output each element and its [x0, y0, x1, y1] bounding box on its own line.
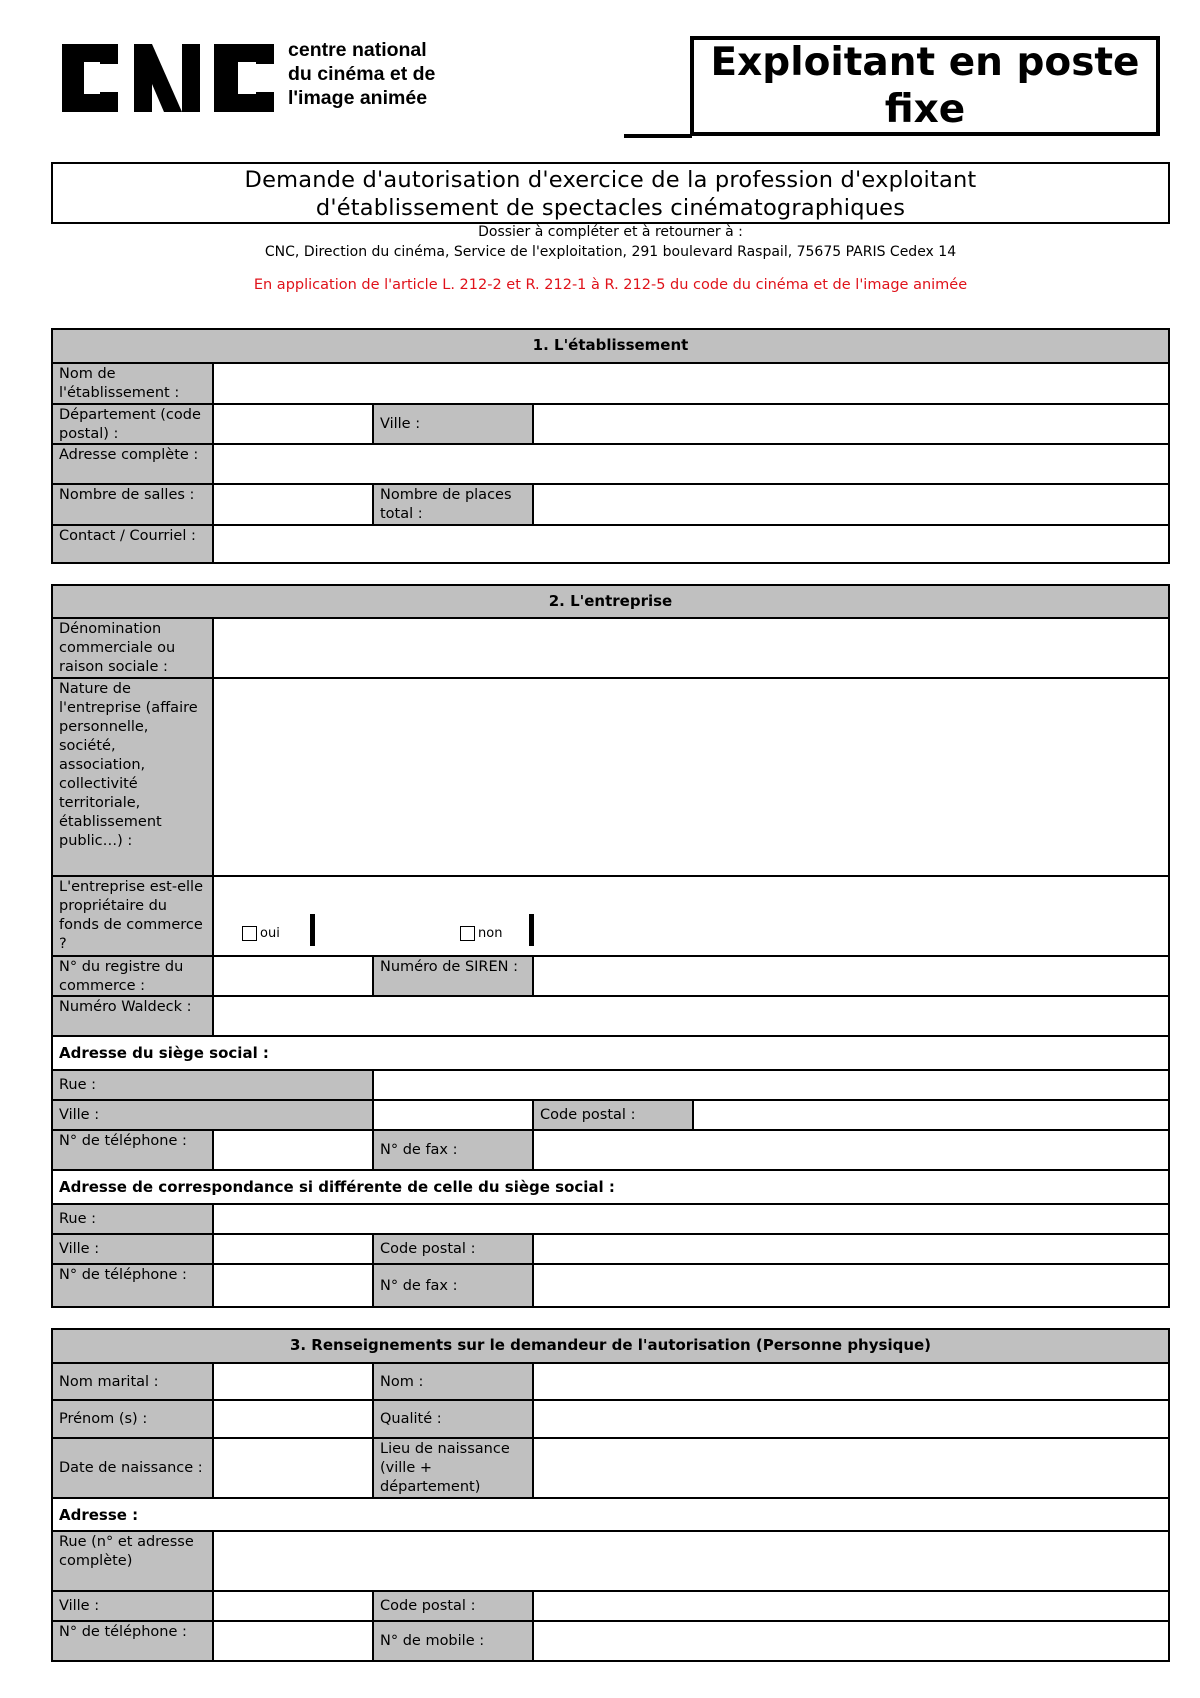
siege-social-title: Adresse du siège social : [53, 1037, 1168, 1071]
checkbox-non-label: non [478, 926, 503, 941]
input-nom[interactable] [534, 1364, 1168, 1401]
input-date-naissance[interactable] [214, 1439, 374, 1499]
input-contact[interactable] [214, 526, 1168, 562]
section3-header: 3. Renseignements sur le demandeur de l'autorisation (Personne physique) [53, 1330, 1168, 1364]
return-address: CNC, Direction du cinéma, Service de l'exploitation, 291 boulevard Raspail, 75675 PARIS Cedex 14 [264, 244, 957, 260]
input-ville[interactable] [534, 405, 1168, 445]
label-corresp-fax: N° de fax : [374, 1265, 534, 1306]
input-siege-ville[interactable] [374, 1101, 534, 1131]
input-corresp-ville[interactable] [214, 1235, 374, 1265]
label-waldeck: Numéro Waldeck : [53, 997, 214, 1037]
label-nombre-salles: Nombre de salles : [53, 485, 214, 526]
label-registre-commerce: N° du registre du commerce : [53, 957, 214, 997]
input-siren[interactable] [534, 957, 1168, 997]
label-ville: Ville : [374, 405, 534, 445]
input-demandeur-rue[interactable] [214, 1532, 1168, 1592]
label-siege-ville: Ville : [53, 1101, 374, 1131]
input-prenom[interactable] [214, 1401, 374, 1439]
label-proprietaire: L'entreprise est-elle propriétaire du fonds de commerce ? [53, 877, 214, 957]
checkbox-non[interactable] [460, 924, 502, 944]
checkbox-oui-box[interactable] [242, 926, 257, 941]
adresse-title: Adresse : [53, 1499, 1168, 1532]
title-underline [624, 134, 692, 138]
input-departement[interactable] [214, 405, 374, 445]
label-siege-fax: N° de fax : [374, 1131, 534, 1171]
label-siege-rue: Rue : [53, 1071, 374, 1101]
label-prenom: Prénom (s) : [53, 1401, 214, 1439]
label-siege-telephone: N° de téléphone : [53, 1131, 214, 1171]
label-corresp-rue: Rue : [53, 1205, 214, 1235]
input-nom-etablissement[interactable] [214, 364, 1168, 405]
input-lieu-naissance[interactable] [534, 1439, 1168, 1499]
cnc-logo-text: centre national du cinéma et de l'image animée [288, 39, 436, 109]
section-entreprise [51, 584, 1170, 1308]
label-demandeur-code-postal: Code postal : [374, 1592, 534, 1622]
input-registre-commerce[interactable] [214, 957, 374, 997]
label-adresse: Adresse complète : [53, 445, 214, 485]
input-siege-rue[interactable] [374, 1071, 1168, 1101]
input-corresp-telephone[interactable] [214, 1265, 374, 1306]
input-adresse[interactable] [214, 445, 1168, 485]
field-divider [529, 914, 534, 946]
input-demandeur-telephone[interactable] [214, 1622, 374, 1660]
input-siege-telephone[interactable] [214, 1131, 374, 1171]
label-departement: Département (code postal) : [53, 405, 214, 445]
input-corresp-code-postal[interactable] [534, 1235, 1168, 1265]
label-demandeur-mobile: N° de mobile : [374, 1622, 534, 1660]
label-nature-entreprise: Nature de l'entreprise (affaire personnelle, société, association, collectivité territoriale, établissement public…) : [53, 679, 214, 877]
label-corresp-code-postal: Code postal : [374, 1235, 534, 1265]
input-corresp-rue[interactable] [214, 1205, 1168, 1235]
checkbox-oui[interactable] [242, 924, 280, 944]
label-corresp-telephone: N° de téléphone : [53, 1265, 214, 1306]
label-nom-marital: Nom marital : [53, 1364, 214, 1401]
label-contact: Contact / Courriel : [53, 526, 214, 562]
label-date-naissance: Date de naissance : [53, 1439, 214, 1499]
label-demandeur-telephone: N° de téléphone : [53, 1622, 214, 1660]
proprietaire-options [214, 877, 1168, 957]
label-demandeur-rue: Rue (n° et adresse complète) [53, 1532, 214, 1592]
label-demandeur-ville: Ville : [53, 1592, 214, 1622]
document-title: Exploitant en poste fixe [690, 36, 1160, 136]
label-siege-code-postal: Code postal : [534, 1101, 694, 1131]
input-demandeur-code-postal[interactable] [534, 1592, 1168, 1622]
cnc-logo-mark [60, 38, 290, 118]
return-instructions: Dossier à compléter et à retourner à : [478, 224, 743, 240]
label-nom-etablissement: Nom de l'établissement : [53, 364, 214, 405]
input-qualite[interactable] [534, 1401, 1168, 1439]
label-siren: Numéro de SIREN : [374, 957, 534, 997]
label-qualite: Qualité : [374, 1401, 534, 1439]
section2-header: 2. L'entreprise [53, 586, 1168, 619]
section-etablissement [51, 328, 1170, 564]
legal-reference: En application de l'article L. 212-2 et R. 212-1 à R. 212-5 du code du cinéma et de l'image animée [253, 277, 968, 293]
input-nature-entreprise[interactable] [214, 679, 1168, 877]
label-nombre-places: Nombre de places total : [374, 485, 534, 526]
input-denomination[interactable] [214, 619, 1168, 679]
input-demandeur-mobile[interactable] [534, 1622, 1168, 1660]
input-nom-marital[interactable] [214, 1364, 374, 1401]
input-corresp-fax[interactable] [534, 1265, 1168, 1306]
label-corresp-ville: Ville : [53, 1235, 214, 1265]
input-nombre-places[interactable] [534, 485, 1168, 526]
section1-header: 1. L'établissement [53, 330, 1168, 364]
input-demandeur-ville[interactable] [214, 1592, 374, 1622]
label-lieu-naissance: Lieu de naissance (ville + département) [374, 1439, 534, 1499]
input-nombre-salles[interactable] [214, 485, 374, 526]
form-subtitle: Demande d'autorisation d'exercice de la profession d'exploitant d'établissement de spectacles cinématographiques [51, 162, 1170, 224]
input-waldeck[interactable] [214, 997, 1168, 1037]
label-nom: Nom : [374, 1364, 534, 1401]
input-siege-code-postal[interactable] [694, 1101, 1168, 1131]
correspondance-title: Adresse de correspondance si différente de celle du siège social : [53, 1171, 1168, 1205]
checkbox-non-box[interactable] [460, 926, 475, 941]
checkbox-oui-label: oui [260, 926, 280, 941]
input-siege-fax[interactable] [534, 1131, 1168, 1171]
field-divider [310, 914, 315, 946]
section-demandeur [51, 1328, 1170, 1662]
label-denomination: Dénomination commerciale ou raison sociale : [53, 619, 214, 679]
